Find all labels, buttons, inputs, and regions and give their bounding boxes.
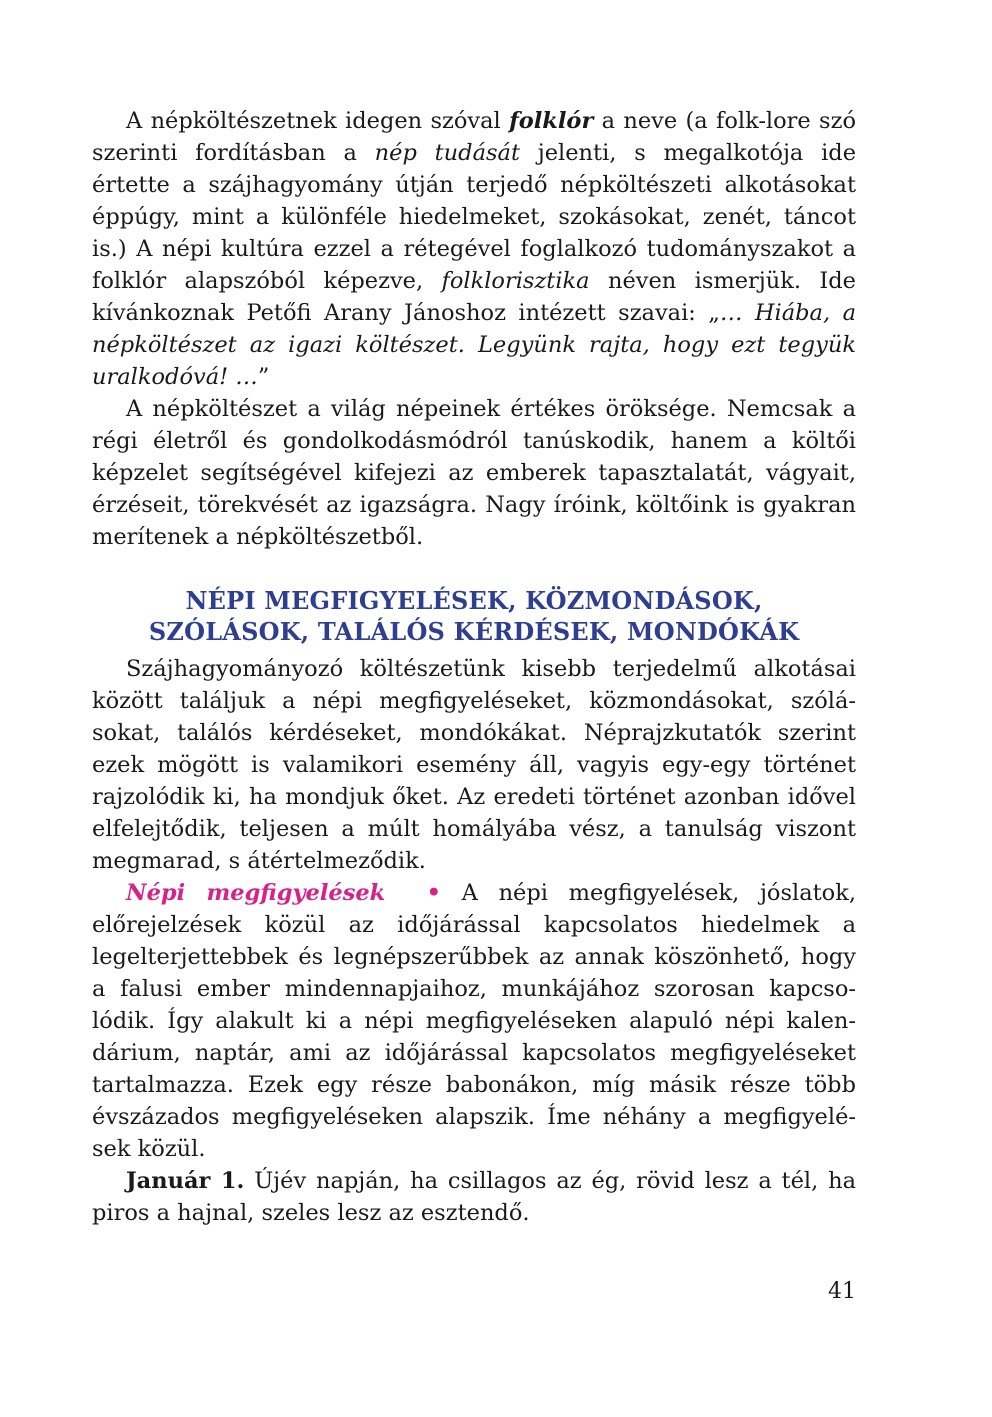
date-label: Január 1.: [126, 1168, 245, 1194]
paragraph-heritage: A népköltészet a világ népeinek értékes öröksége. Nemcsak a régi életről és gondolkodásmódról tanúskodik, hanem a költői képzelet segítségével kifejezi az emberek tapasztalatát, vágyait, érzéseit, törekvését az igazságra. Nagy íróink, költőink is gyakran merítenek a népköltészetből.: [92, 396, 856, 550]
petofi-quote: … Hiába, a népköltészet az igazi költészet. Legyünk rajta, hogy ezt tegyük uralkodóvá! …: [92, 300, 856, 390]
section-heading-line-1: NÉPI MEGFIGYELÉSEK, KÖZMONDÁSOK,: [185, 586, 763, 615]
paragraph-folk-observations: [92, 877, 856, 1165]
text-run: ”: [257, 364, 270, 390]
text-run: a neve (a folk-lore szó szerinti fordításban a: [92, 108, 856, 166]
paragraph-folklore: [92, 105, 856, 393]
page-body: [92, 105, 856, 1229]
text-run: Újév napján, ha csillagos az ég, rövid lesz a tél, ha piros a hajnal, szeles lesz az esztendő.: [92, 1168, 856, 1226]
term-nepi-megfigyelesek: Népi megfigyelések: [126, 880, 386, 906]
paragraph-january-1: [92, 1165, 856, 1229]
section-heading-line-2: SZÓLÁSOK, TALÁLÓS KÉRDÉSEK, MONDÓKÁK: [148, 617, 800, 646]
page-number: 41: [828, 1279, 856, 1304]
text-run: néven ismerjük. Ide kívánkoznak Petőfi Arany Jánoshoz intézett szavai: „: [92, 268, 856, 326]
bullet-icon: •: [426, 880, 441, 906]
term-nep-tudasat: nép tudását: [374, 140, 520, 166]
section-heading: [92, 585, 856, 647]
text-run: A népi megfigyelések, jóslatok, előrejelzések közül az időjárással kapcsolatos hiedelmek a legelterjettebbek és legnépszerűbbek az annak köszönhető, hogy a falusi ember mindennapjaihoz, munkájához szorosan kapcsolódik. Így alakult ki a népi megfigyeléseken alapuló népi kalendárium, naptár, ami az időjárással kapcsolatos megfigyeléseket tartalmazza. Ezek egy része babonákon, míg másik része több évszázados megfigyeléseken alapszik. Íme néhány a megfigyelések közül.: [92, 880, 857, 1162]
term-folklor: folklór: [509, 108, 594, 134]
text-run: jelenti, s megalkotója ide értette a szájhagyomány útján terjedő népköltészeti alkotásokat éppúgy, mint a különféle hiedelmeket, szokásokat, zenét, táncot is.) A népi kultúra ezzel a rétegével foglalkozó tudományszakot a folklór alapszóból képezve,: [92, 140, 857, 294]
term-folklorisztika: folklorisztika: [441, 268, 590, 294]
paragraph-oral-tradition: Szájhagyományozó költészetünk kisebb terjedelmű alkotásai között találjuk a népi megfigyeléseket, közmondásokat, szólásokat, találós kérdéseket, mondókákat. Néprajzkutatók szerint ezek mögött is valamikori esemény áll, vagyis egy-egy történet rajzolódik ki, ha mondjuk őket. Az eredeti történet azonban idővel elfelejtődik, teljesen a múlt homályába vész, a tanulság viszont megmarad, s átértelmeződik.: [92, 656, 856, 874]
text-run: A népköltészetnek idegen szóval: [126, 108, 510, 134]
